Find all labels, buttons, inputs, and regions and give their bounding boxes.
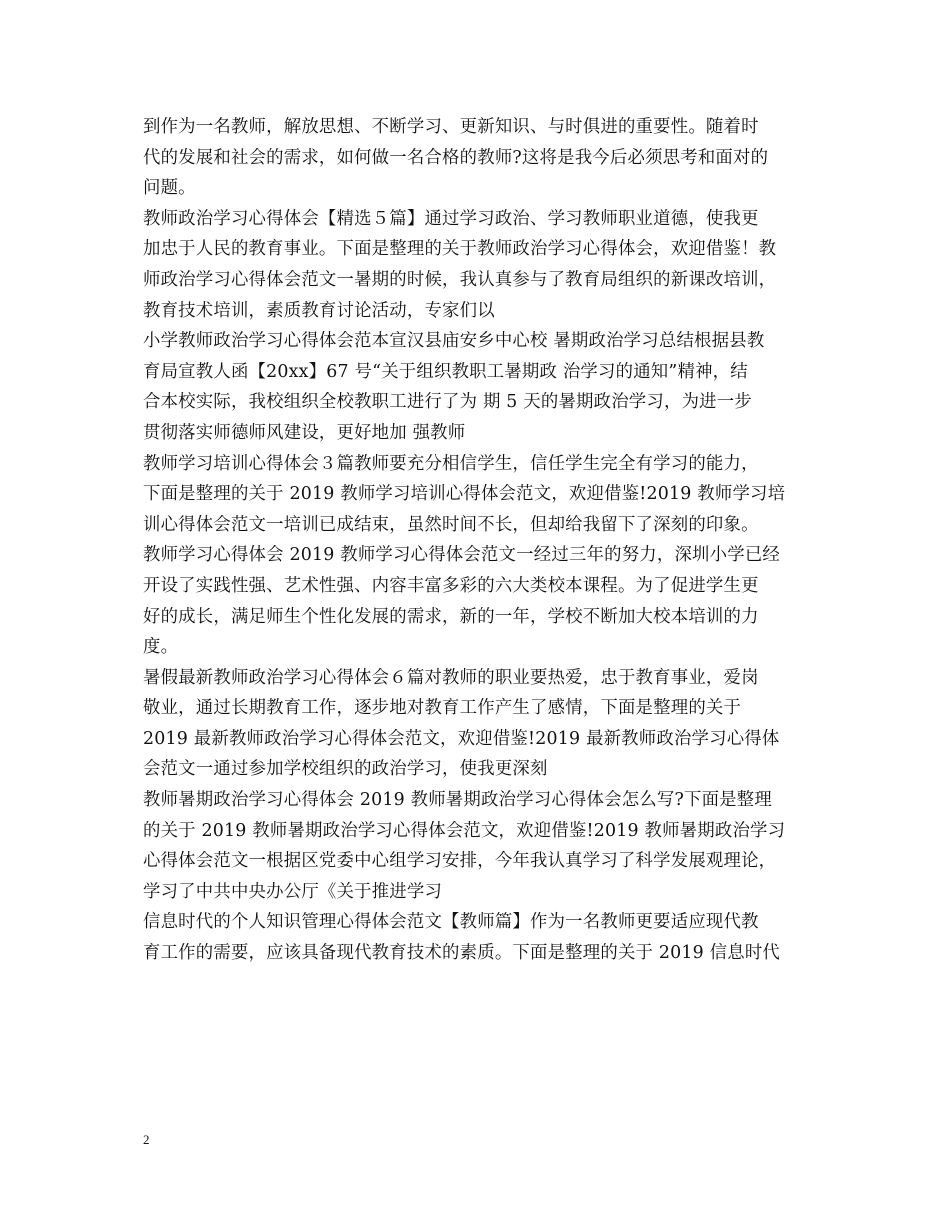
text-line: 训心得体会范文一培训已成结束，虽然时间不长，但却给我留下了深刻的印象。	[143, 514, 759, 535]
text-line: 开设了实践性强、艺术性强、内容丰富多彩的六大类校本课程。为了促进学生更	[143, 575, 759, 596]
text-line: 育局宣教人函【20xx】67 号“关于组织教职工暑期政 治学习的通知”精神，结	[143, 361, 748, 382]
text-line: 小学教师政治学习心得体会范本宣汉县庙安乡中心校 暑期政治学习总结根据县教	[143, 331, 765, 352]
page-number: 2	[143, 1132, 150, 1147]
text-line: 2019 最新教师政治学习心得体会范文，欢迎借鉴!2019 最新教师政治学习心得体	[143, 728, 780, 749]
text-line: 敬业，通过长期教育工作，逐步地对教育工作产生了感情，下面是整理的关于	[143, 698, 742, 719]
text-line: 问题。	[143, 178, 196, 199]
text-line: 会范文一通过参加学校组织的政治学习，使我更深刻	[143, 759, 548, 780]
text-line: 教师学习培训心得体会３篇教师要充分相信学生，信任学生完全有学习的能力，	[143, 453, 759, 474]
text-line: 心得体会范文一根据区党委中心组学习安排，今年我认真学习了科学发展观理论，	[143, 851, 777, 872]
text-line: 学习了中共中央办公厅《关于推进学习	[143, 881, 443, 902]
text-line: 下面是整理的关于 2019 教师学习培训心得体会范文，欢迎借鉴!2019 教师学习培	[143, 484, 786, 505]
text-line: 到作为一名教师，解放思想、不断学习、更新知识、与时俱进的重要性。随着时	[143, 117, 759, 137]
text-line: 育工作的需要，应该具备现代教育技术的素质。下面是整理的关于 2019 信息时代	[143, 943, 781, 964]
text-line: 教师暑期政治学习心得体会 2019 教师暑期政治学习心得体会怎么写?下面是整理	[143, 790, 772, 811]
text-line: 度。	[143, 637, 179, 658]
body-text	[143, 112, 823, 969]
text-line: 加忠于人民的教育事业。下面是整理的关于教师政治学习心得体会，欢迎借鉴！教	[143, 239, 777, 260]
text-line: 贯彻落实师德师风建设，更好地加 强教师	[143, 422, 466, 443]
text-line: 合本校实际，我校组织全校教职工进行了为 期 5 天的暑期政治学习，为进一步	[143, 392, 752, 413]
text-line: 的关于 2019 教师暑期政治学习心得体会范文，欢迎借鉴!2019 教师暑期政治学习	[143, 820, 786, 841]
text-line: 教育技术培训，素质教育讨论活动，专家们以	[143, 300, 495, 321]
text-line: 信息时代的个人知识管理心得体会范文【教师篇】作为一名教师更要适应现代教	[143, 912, 759, 933]
text-line: 暑假最新教师政治学习心得体会６篇对教师的职业要热爱，忠于教育事业，爱岗	[143, 667, 759, 688]
text-line: 师政治学习心得体会范文一暑期的时候，我认真参与了教育局组织的新课改培训，	[143, 269, 777, 290]
text-line: 教师学习心得体会 2019 教师学习心得体会范文一经过三年的努力，深圳小学已经	[143, 545, 781, 566]
text-line: 代的发展和社会的需求，如何做一名合格的教师?这将是我今后必须思考和面对的	[143, 147, 769, 168]
text-line: 教师政治学习心得体会【精选５篇】通过学习政治、学习教师职业道德，使我更	[143, 208, 759, 229]
text-line: 好的成长，满足师生个性化发展的需求，新的一年，学校不断加大校本培训的力	[143, 606, 759, 627]
